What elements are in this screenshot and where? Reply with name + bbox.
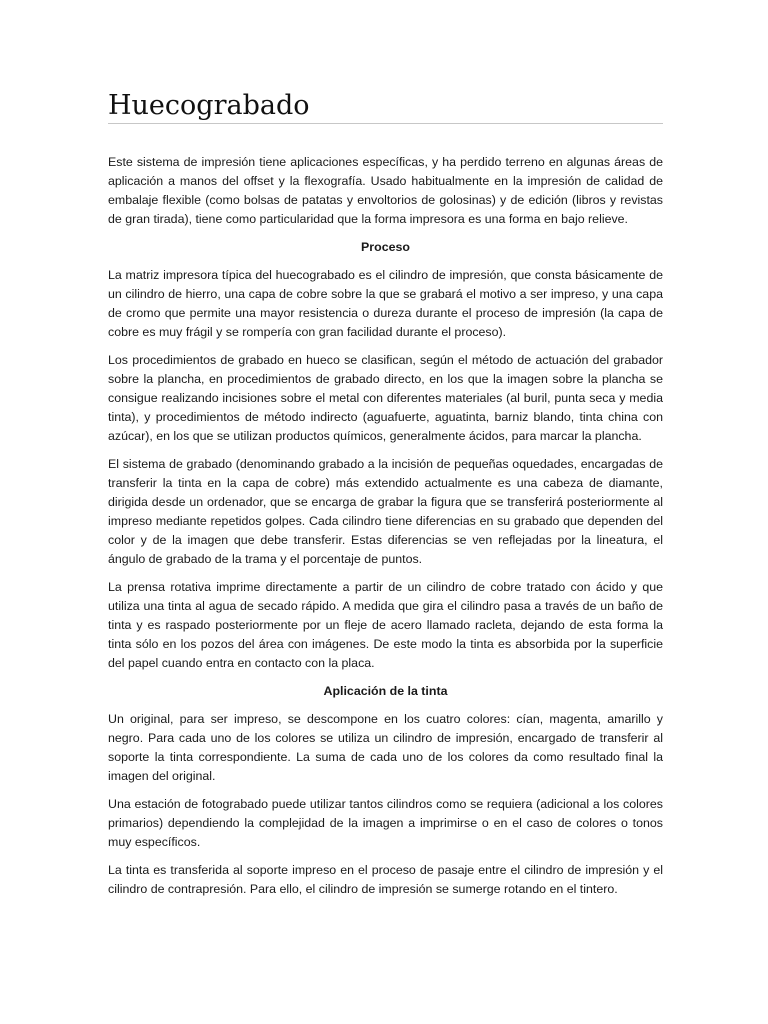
proceso-paragraph-2: Los procedimientos de grabado en hueco se clasifican, según el método de actuación del grabador sobre la plancha, en procedimientos de grabado directo, en los que la imagen sobre la plancha se consigue realizando incisiones sobre el metal con diferentes materiales (al buril, punta seca y media tinta), y procedimientos de método indirecto (aguafuerte, aguatinta, barniz blando, tinta china con azúcar), en los que se utilizan productos químicos, generalmente ácidos, para marcar la plancha. [108,353,663,443]
section-heading-proceso: Proceso [361,240,410,254]
proceso-paragraph-3: El sistema de grabado (denominando grabado a la incisión de pequeñas oquedades, encargadas de transferir la tinta en la capa de cobre) más extendido actualmente es una cabeza de diamante, dirigida desde un ordenador, que se encarga de grabar la figura que se transferirá posteriormente al impreso mediante repetidos golpes. Cada cilindro tiene diferencias en su grabado que dependen del color y de la imagen que debe transferir. Estas diferencias se ven reflejadas por la lineatura, el ángulo de grabado de la trama y el porcentaje de puntos. [108,457,663,566]
tinta-paragraph-1: Un original, para ser impreso, se descompone en los cuatro colores: cían, magenta, amarillo y negro. Para cada uno de los colores se utiliza un cilindro de impresión, encargado de transferir al soporte la tinta correspondiente. La suma de cada uno de los colores da como resultado final la imagen del original. [108,712,663,783]
proceso-paragraph-1: La matriz impresora típica del huecograbado es el cilindro de impresión, que consta básicamente de un cilindro de hierro, una capa de cobre sobre la que se grabará el motivo a ser impreso, y una capa de cromo que permite una mayor resistencia o dureza durante el proceso de impresión (la capa de cobre es muy frágil y se rompería con gran facilidad durante el proceso). [108,268,663,339]
intro-paragraph: Este sistema de impresión tiene aplicaciones específicas, y ha perdido terreno en algunas áreas de aplicación a manos del offset y la flexografía. Usado habitualmente en la impresión de calidad de embalaje flexible (como bolsas de patatas y envoltorios de golosinas) y de edición (libros y revistas de gran tirada), tiene como particularidad que la forma impresora es una forma en bajo relieve. [108,155,663,226]
document-title: Huecograbado [108,90,310,121]
tinta-paragraph-2: Una estación de fotograbado puede utilizar tantos cilindros como se requiera (adicional a los colores primarios) dependiendo la complejidad de la imagen a imprimirse o en el caso de colores o tonos muy específicos. [108,797,663,849]
section-heading-aplicacion-tinta: Aplicación de la tinta [323,684,448,698]
tinta-paragraph-3: La tinta es transferida al soporte impreso en el proceso de pasaje entre el cilindro de impresión y el cilindro de contrapresión. Para ello, el cilindro de impresión se sumerge rotando en el tintero. [108,863,663,896]
document-body [108,153,663,908]
proceso-paragraph-4: La prensa rotativa imprime directamente a partir de un cilindro de cobre tratado con ácido y que utiliza una tinta al agua de secado rápido. A medida que gira el cilindro pasa a través de un baño de tinta y es raspado posteriormente por un fleje de acero llamado racleta, dejando de esta forma la tinta sólo en los pozos del área con imágenes. De este modo la tinta es absorbida por la superficie del papel cuando entra en contacto con la placa. [108,580,663,670]
title-underline-divider [108,123,663,124]
